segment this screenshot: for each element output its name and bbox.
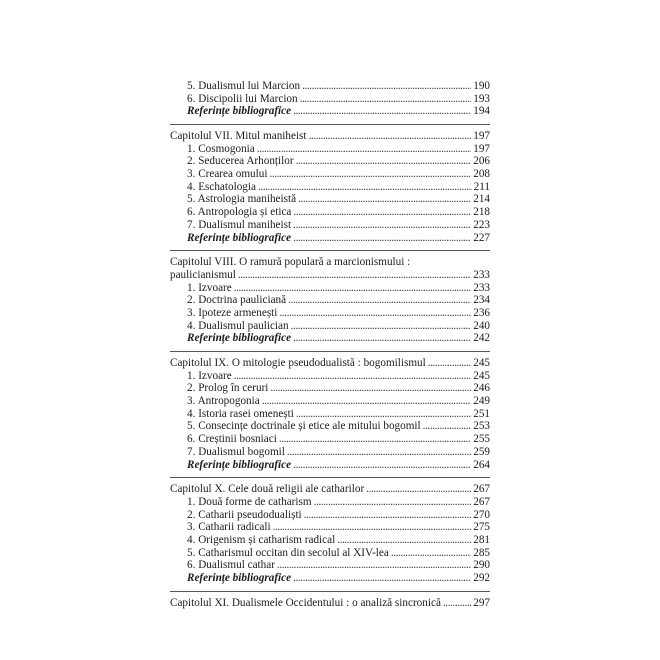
- references-entry[interactable]: [170, 572, 490, 585]
- subsection-entry[interactable]: [170, 181, 490, 194]
- page-number: 245: [473, 357, 490, 370]
- dot-leader: [234, 282, 471, 295]
- dot-leader: [309, 130, 472, 143]
- entry-label: 7. Dualismul maniheist: [187, 218, 292, 231]
- subsection-entry[interactable]: [170, 559, 490, 572]
- toc-section: [170, 597, 490, 610]
- subsection-entry[interactable]: [170, 521, 490, 534]
- page-number: 251: [473, 407, 490, 420]
- dot-leader: [288, 294, 471, 307]
- page-number: 214: [473, 193, 490, 206]
- subsection-entry[interactable]: [170, 155, 490, 168]
- entry-label: 2. Catharii pseudodualiști: [187, 508, 302, 521]
- page-number: 190: [473, 79, 490, 92]
- entry-label: 3. Ipoteze armenești: [187, 306, 278, 319]
- entry-label: 3. Crearea omului: [187, 168, 268, 181]
- subsection-entry[interactable]: [170, 206, 490, 219]
- dot-leader: [238, 269, 471, 282]
- subsection-entry[interactable]: [170, 433, 490, 446]
- subsection-entry[interactable]: [170, 408, 490, 421]
- dot-leader: [298, 193, 471, 206]
- entry-label: 6. Discipolii lui Marcion: [187, 92, 298, 105]
- subsection-entry[interactable]: [170, 219, 490, 232]
- entry-label: 2. Seducerea Arhonților: [187, 155, 294, 168]
- page-number: 194: [473, 105, 490, 118]
- subsection-entry[interactable]: [170, 143, 490, 156]
- page-number: 259: [473, 445, 490, 458]
- dot-leader: [314, 496, 472, 509]
- section-divider: [170, 351, 490, 352]
- section-divider: [170, 591, 490, 592]
- dot-leader: [296, 155, 472, 168]
- entry-label: 1. Cosmogonia: [187, 142, 255, 155]
- subsection-entry[interactable]: [170, 80, 490, 93]
- dot-leader: [273, 521, 472, 534]
- entry-label: Referințe bibliografice: [187, 572, 292, 585]
- page-number: 240: [473, 319, 490, 332]
- references-entry[interactable]: [170, 105, 490, 118]
- dot-leader: [293, 232, 471, 245]
- entry-label: 2. Doctrina pauliciană: [187, 294, 287, 307]
- dot-leader: [293, 219, 471, 232]
- entry-label: 4. Dualismul paulician: [187, 319, 289, 332]
- subsection-entry[interactable]: [170, 496, 490, 509]
- subsection-entry[interactable]: [170, 194, 490, 207]
- entry-label: 1. Izvoare: [187, 369, 232, 382]
- page-number: 242: [473, 332, 490, 345]
- dot-leader: [293, 459, 471, 472]
- page-number: 264: [473, 458, 490, 471]
- entry-label: 1. Două forme de catharism: [187, 495, 312, 508]
- chapter-entry[interactable]: [170, 269, 490, 282]
- entry-label: Capitolul IX. O mitologie pseudodualistă : bogomilismul: [170, 357, 426, 370]
- entry-label: Capitolul X. Cele două religii ale catharilor: [170, 483, 365, 496]
- entry-label: 5. Catharismul occitan din secolul al XIV-lea: [187, 546, 389, 559]
- page-number: 253: [473, 420, 490, 433]
- page-number: 270: [473, 508, 490, 521]
- subsection-entry[interactable]: [170, 395, 490, 408]
- entry-label: 4. Eschatologia: [187, 180, 256, 193]
- page-number: 218: [473, 206, 490, 219]
- dot-leader: [296, 408, 471, 421]
- dot-leader: [257, 143, 471, 156]
- toc-section: [170, 357, 490, 471]
- page-number: 234: [473, 294, 490, 307]
- page-number: 292: [473, 572, 490, 585]
- dot-leader: [366, 483, 471, 496]
- dot-leader: [423, 420, 472, 433]
- page-number: 245: [473, 369, 490, 382]
- subsection-entry[interactable]: [170, 93, 490, 106]
- dot-leader: [234, 370, 471, 383]
- entry-label: 3. Antropogonia: [187, 395, 260, 408]
- entry-label: 3. Catharii radicali: [187, 521, 271, 534]
- entry-label: 5. Astrologia maniheistă: [187, 193, 297, 206]
- references-entry[interactable]: [170, 232, 490, 245]
- page-number: 281: [473, 533, 490, 546]
- entry-label: 6. Antropologia și etica: [187, 206, 292, 219]
- page-number: 290: [473, 559, 490, 572]
- entry-label: Capitolul XI. Dualismele Occidentului : o analiză sincronică: [170, 596, 441, 609]
- dot-leader: [293, 572, 471, 585]
- entry-label: Capitolul VII. Mitul maniheist: [170, 130, 307, 143]
- dot-leader: [443, 597, 471, 610]
- entry-label: Referințe bibliografice: [187, 458, 292, 471]
- chapter-entry[interactable]: [170, 597, 490, 610]
- entry-label: 4. Istoria rasei omenești: [187, 407, 294, 420]
- subsection-entry[interactable]: [170, 294, 490, 307]
- entry-label: 6. Dualismul cathar: [187, 559, 275, 572]
- subsection-entry[interactable]: [170, 168, 490, 181]
- page-number: 233: [473, 281, 490, 294]
- entry-label: 6. Creștinii bosniaci: [187, 433, 277, 446]
- dot-leader: [279, 433, 471, 446]
- subsection-entry[interactable]: [170, 320, 490, 333]
- dot-leader: [279, 307, 471, 320]
- dot-leader: [293, 332, 471, 345]
- toc-section: [170, 483, 490, 585]
- entry-label: Referințe bibliografice: [187, 231, 292, 244]
- dot-leader: [293, 206, 471, 219]
- references-entry[interactable]: [170, 459, 490, 472]
- dot-leader: [428, 357, 471, 370]
- page-number: 193: [473, 92, 490, 105]
- page-number: 197: [473, 142, 490, 155]
- page-number: 246: [473, 382, 490, 395]
- entry-label: 2. Prolog în ceruri: [187, 382, 269, 395]
- subsection-entry[interactable]: [170, 509, 490, 522]
- page-number: 227: [473, 231, 490, 244]
- chapter-entry[interactable]: [170, 130, 490, 143]
- references-entry[interactable]: [170, 332, 490, 345]
- subsection-entry[interactable]: [170, 382, 490, 395]
- dot-leader: [258, 181, 472, 194]
- dot-leader: [277, 559, 471, 572]
- page-number: 275: [473, 521, 490, 534]
- toc-section: [170, 256, 490, 345]
- page-number: 208: [473, 168, 490, 181]
- page-number: 197: [473, 130, 490, 143]
- entry-label: 1. Izvoare: [187, 281, 232, 294]
- page-number: 211: [473, 180, 490, 193]
- entry-label: paulicianismul: [170, 268, 236, 281]
- dot-leader: [302, 80, 471, 93]
- chapter-title-line: Capitolul VIII. O ramură populară a marcionismului :: [170, 256, 411, 269]
- page-number: 255: [473, 433, 490, 446]
- entry-label: Referințe bibliografice: [187, 105, 292, 118]
- entry-label: 7. Dualismul bogomil: [187, 445, 285, 458]
- section-divider: [170, 124, 490, 125]
- page-number: 267: [473, 483, 490, 496]
- section-divider: [170, 477, 490, 478]
- subsection-entry[interactable]: [170, 547, 490, 560]
- entry-label: 5. Dualismul lui Marcion: [187, 79, 301, 92]
- page-number: 249: [473, 395, 490, 408]
- chapter-entry[interactable]: [170, 357, 490, 370]
- dot-leader: [304, 509, 472, 522]
- subsection-entry[interactable]: [170, 282, 490, 295]
- page-number: 223: [473, 218, 490, 231]
- subsection-entry[interactable]: [170, 307, 490, 320]
- dot-leader: [293, 105, 471, 118]
- page-number: 297: [473, 596, 490, 609]
- dot-leader: [287, 446, 471, 459]
- page-number: 206: [473, 155, 490, 168]
- page-number: 236: [473, 306, 490, 319]
- chapter-entry[interactable]: [170, 483, 490, 496]
- dot-leader: [269, 168, 471, 181]
- dot-leader: [300, 93, 472, 106]
- dot-leader: [391, 547, 471, 560]
- table-of-contents: [170, 80, 490, 609]
- entry-label: 4. Origenism și catharism radical: [187, 533, 336, 546]
- dot-leader: [270, 382, 471, 395]
- entry-label: Referințe bibliografice: [187, 332, 292, 345]
- dot-leader: [262, 395, 472, 408]
- subsection-entry[interactable]: [170, 370, 490, 383]
- page-number: 285: [473, 546, 490, 559]
- section-divider: [170, 250, 490, 251]
- page-number: 267: [473, 495, 490, 508]
- subsection-entry[interactable]: [170, 446, 490, 459]
- subsection-entry[interactable]: [170, 421, 490, 434]
- dot-leader: [337, 534, 471, 547]
- toc-section: [170, 130, 490, 244]
- page-number: 233: [473, 268, 490, 281]
- entry-label: 5. Consecințe doctrinale și etice ale mitului bogomil: [187, 420, 421, 433]
- dot-leader: [291, 320, 472, 333]
- toc-section: [170, 80, 490, 118]
- subsection-entry[interactable]: [170, 534, 490, 547]
